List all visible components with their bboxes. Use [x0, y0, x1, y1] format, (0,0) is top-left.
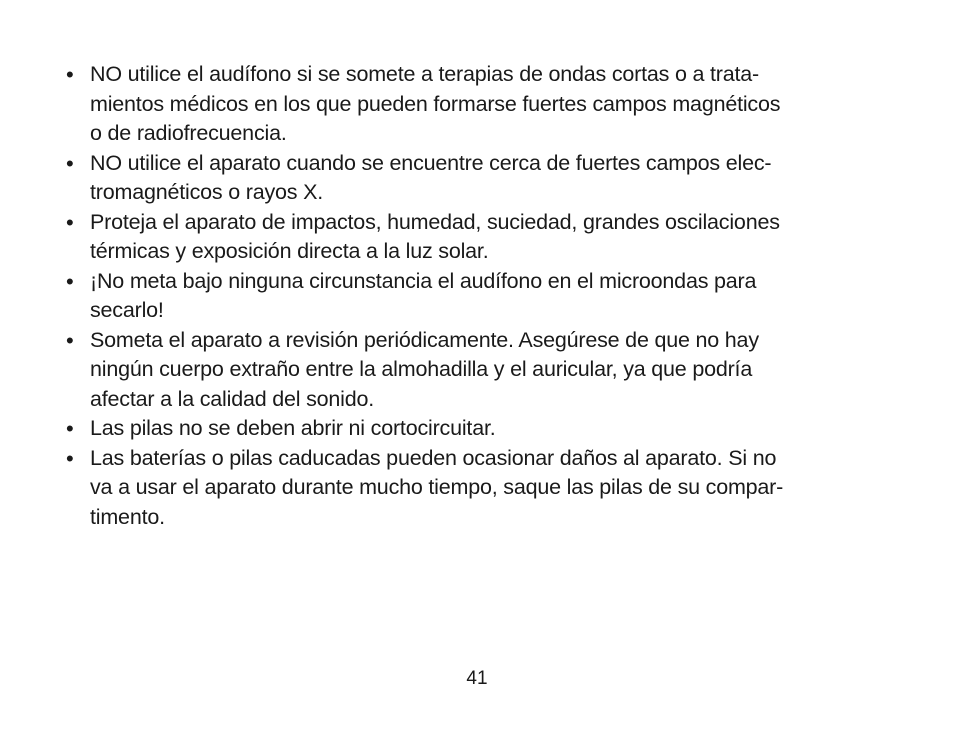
safety-instructions-list — [66, 60, 896, 532]
list-item-text — [90, 149, 896, 208]
bullet-icon: • — [66, 150, 74, 176]
list-item-text — [90, 444, 896, 533]
text-line: térmicas y exposición directa a la luz solar. — [90, 239, 489, 263]
list-item — [66, 149, 896, 208]
text-line: afectar a la calidad del sonido. — [90, 386, 375, 411]
text-line: Someta el aparato a revisión periódicamente. Asegúrese de que no hay — [90, 327, 759, 352]
list-item — [66, 60, 896, 149]
page-number: 41 — [466, 668, 488, 689]
text-line: NO utilice el aparato cuando se encuentre cerca de fuertes campos elec- — [90, 150, 772, 175]
list-item — [66, 208, 896, 267]
text-line: va a usar el aparato durante mucho tiempo, saque las pilas de su compar- — [90, 475, 784, 499]
bullet-icon: • — [66, 62, 74, 87]
text-line: timento. — [90, 504, 165, 529]
bullet-icon: • — [66, 268, 74, 294]
bullet-icon: • — [66, 445, 74, 471]
bullet-icon: • — [66, 416, 74, 441]
text-line: ningún cuerpo extraño entre la almohadilla y el auricular, ya que podría — [90, 357, 753, 381]
list-item — [66, 267, 896, 326]
bullet-icon: • — [66, 209, 74, 235]
text-line: Las pilas no se deben abrir ni cortocircuitar. — [90, 416, 496, 440]
text-line: ¡No meta bajo ninguna circunstancia el audífono en el microondas para — [90, 268, 757, 293]
text-line: NO utilice el audífono si se somete a terapias de ondas cortas o a trata- — [90, 62, 759, 86]
text-line: Las baterías o pilas caducadas pueden ocasionar daños al aparato. Si no — [90, 445, 777, 470]
text-line: o de radiofrecuencia. — [90, 121, 287, 145]
list-item — [66, 326, 896, 415]
list-item-text — [90, 208, 896, 267]
list-item-text — [90, 267, 896, 326]
list-item-text — [90, 326, 896, 415]
list-item — [66, 444, 896, 533]
bullet-icon: • — [66, 327, 74, 353]
list-item-text — [90, 414, 896, 444]
text-line: secarlo! — [90, 298, 164, 322]
list-item-text — [90, 60, 896, 149]
text-line: mientos médicos en los que pueden formarse fuertes campos magnéticos — [90, 91, 781, 116]
text-line: Proteja el aparato de impactos, humedad, suciedad, grandes oscilaciones — [90, 209, 780, 234]
list-item — [66, 414, 896, 444]
text-line: tromagnéticos o rayos X. — [90, 180, 324, 204]
